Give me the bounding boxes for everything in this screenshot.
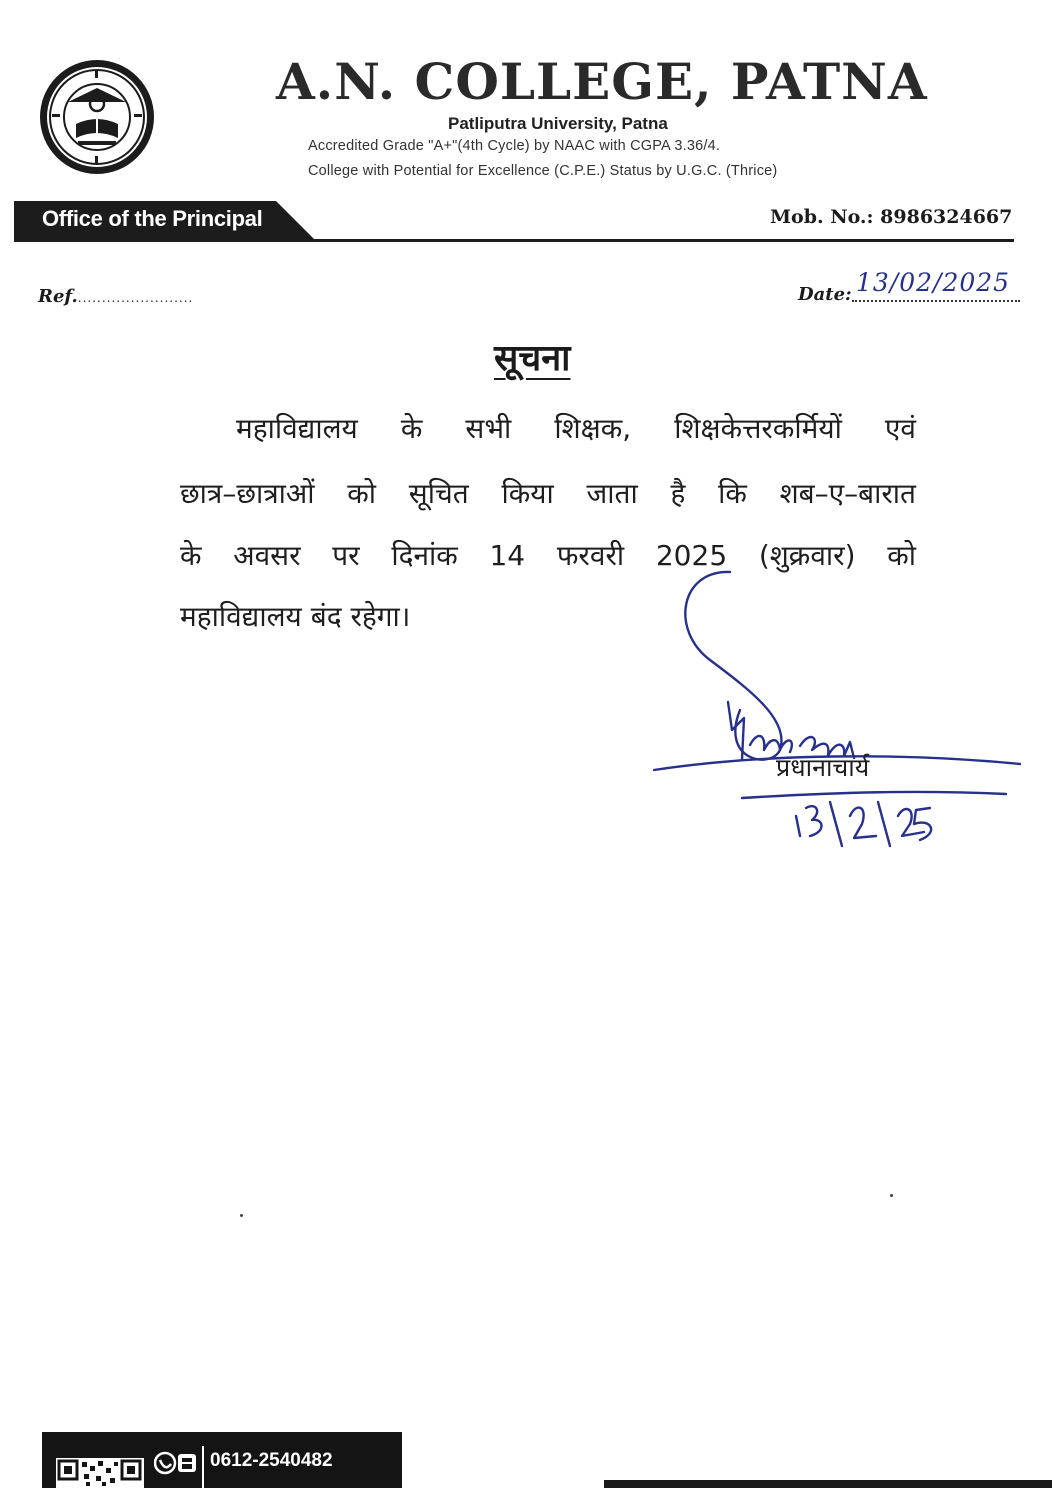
telephone-icon bbox=[154, 1450, 198, 1476]
ref-field bbox=[38, 286, 193, 307]
notice-line: महाविद्यालय बंद रहेगा। bbox=[180, 600, 411, 633]
header-divider bbox=[14, 239, 1014, 242]
mobile-number: Mob. No.: 8986324667 bbox=[770, 206, 1013, 228]
notice-line: छात्र–छात्राओं को सूचित किया जाता है कि शब–ए–बारात bbox=[180, 477, 916, 510]
designation-label: प्रधानाचार्य bbox=[776, 753, 870, 782]
university-name: Patliputra University, Patna bbox=[448, 114, 668, 133]
scan-speck bbox=[890, 1194, 893, 1197]
college-name: A.N. COLLEGE, PATNA bbox=[276, 52, 928, 111]
qr-code-icon bbox=[56, 1458, 144, 1488]
office-label: Office of the Principal bbox=[42, 206, 263, 231]
phone-number: 0612-2540482 bbox=[210, 1450, 333, 1471]
ref-blank: ........................ bbox=[77, 291, 194, 305]
principal-signature bbox=[640, 570, 1040, 860]
footer-divider bbox=[202, 1446, 204, 1488]
footer-rule bbox=[604, 1480, 1052, 1488]
date-blank-line bbox=[852, 300, 1020, 302]
notice-line: के अवसर पर दिनांक 14 फरवरी 2025 (शुक्रवार) को bbox=[180, 539, 916, 572]
ref-label: Ref. bbox=[38, 286, 78, 307]
handwritten-date: 13/02/2025 bbox=[856, 268, 1011, 297]
accreditation-line: Accredited Grade "A+"(4th Cycle) by NAAC with CGPA 3.36/4. bbox=[308, 138, 721, 154]
cpe-status-line: College with Potential for Excellence (C.P.E.) Status by U.G.C. (Thrice) bbox=[308, 163, 778, 179]
scan-speck bbox=[240, 1214, 243, 1217]
notice-title: सूचना bbox=[494, 338, 571, 379]
college-seal-icon bbox=[38, 58, 156, 176]
date-label: Date: bbox=[798, 284, 852, 305]
notice-line: महाविद्यालय के सभी शिक्षक, शिक्षकेत्तरकर्मियों एवं bbox=[236, 412, 916, 445]
